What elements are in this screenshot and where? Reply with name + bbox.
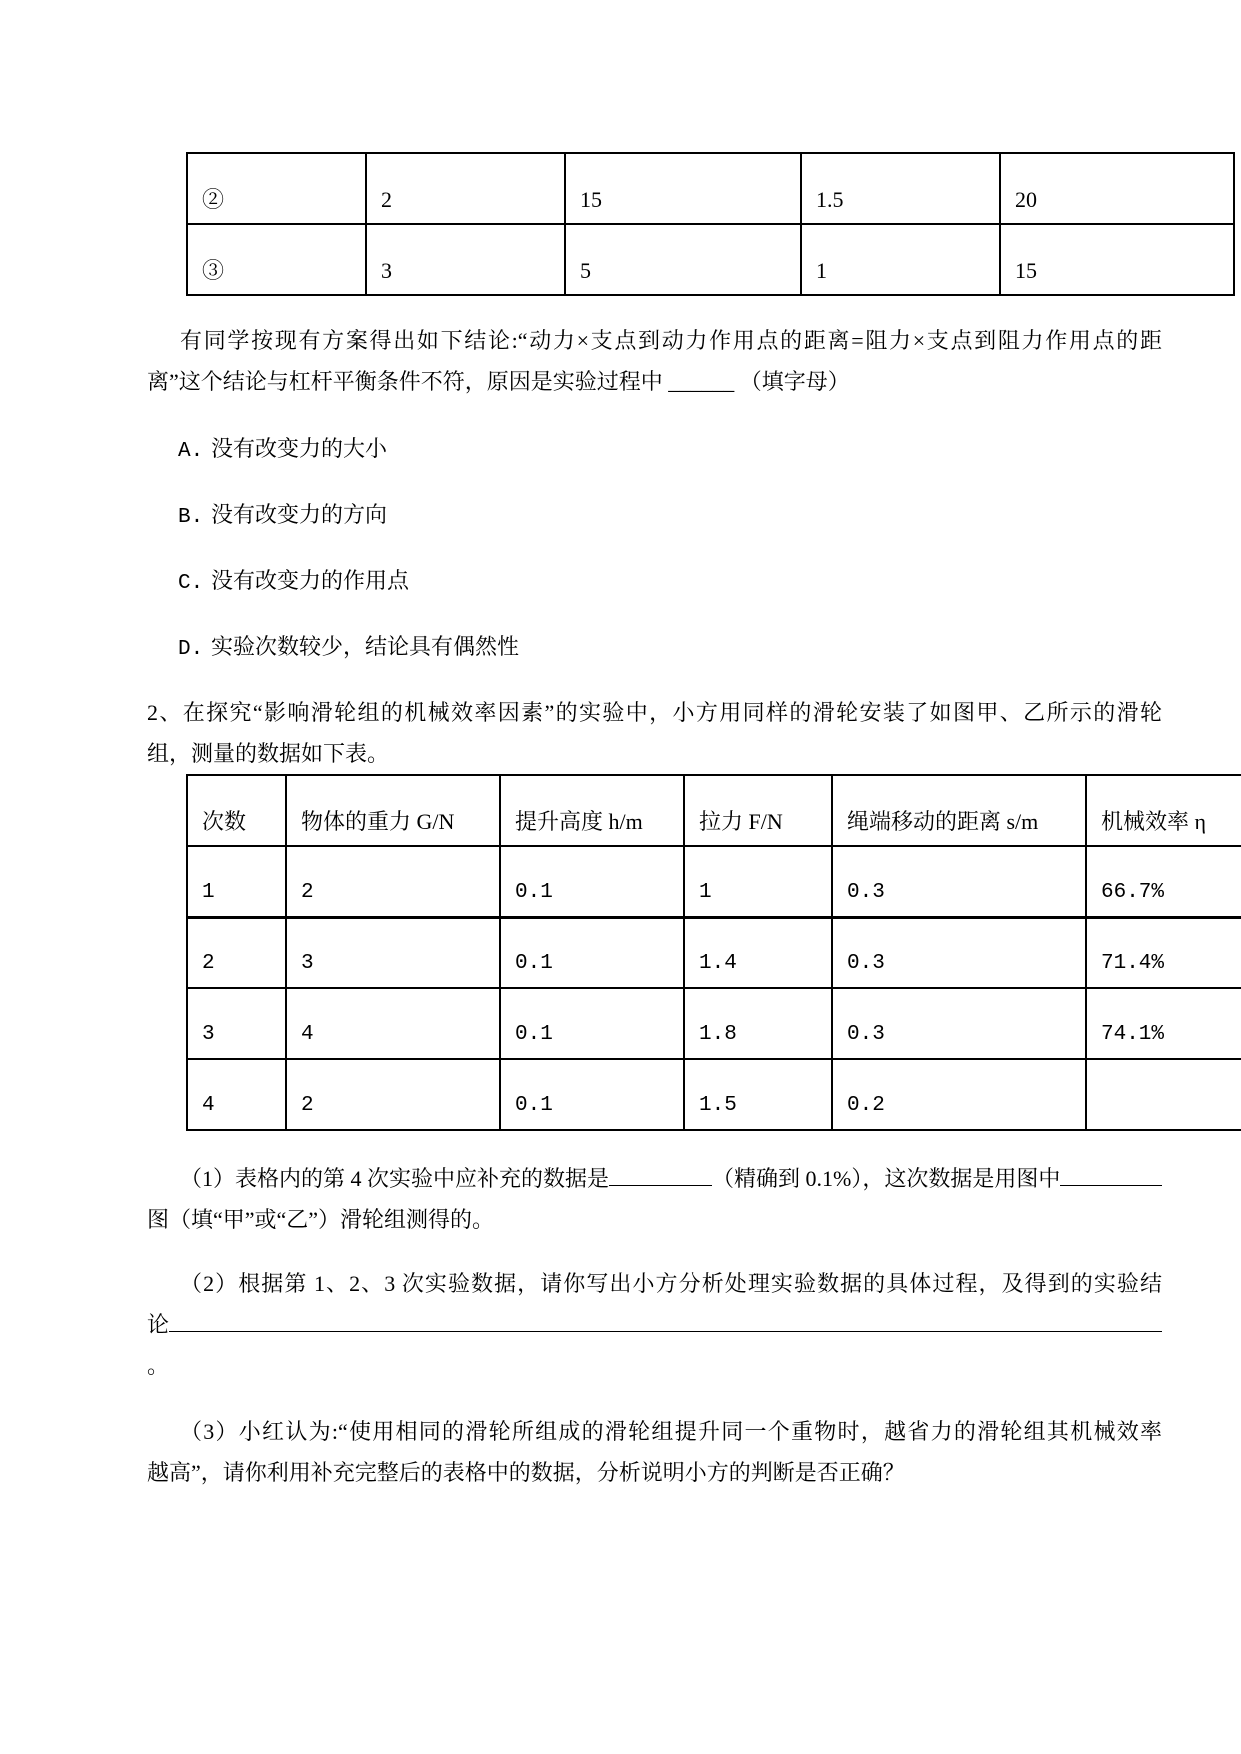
option-text: 没有改变力的大小 <box>211 436 388 461</box>
efficiency-cell: 74.1% <box>1086 988 1241 1059</box>
table-row <box>187 1059 1241 1130</box>
pull-force-cell: 1.5 <box>684 1059 832 1130</box>
pull-force-cell: 1.8 <box>684 988 832 1059</box>
table-cell: 2 <box>366 153 565 224</box>
rope-distance-cell: 0.3 <box>832 846 1086 917</box>
answer-blank <box>169 1311 1162 1332</box>
rope-distance-cell: 0.3 <box>832 917 1086 988</box>
part-1-text: （1）表格内的第 4 次实验中应补充的数据是 <box>180 1166 610 1191</box>
table-header-row <box>187 775 1241 846</box>
table-cell: 15 <box>565 153 801 224</box>
header-trial-number: 次数 <box>187 775 286 846</box>
part-2-text: 论 <box>147 1312 170 1337</box>
conclusion-paragraph <box>147 320 1162 402</box>
table-row <box>187 917 1241 988</box>
question-2-part-1 <box>147 1158 1162 1240</box>
efficiency-cell <box>1086 1059 1241 1130</box>
paragraph-line: 。 <box>147 1353 170 1378</box>
paragraph-line <box>147 1158 1162 1199</box>
paragraph-line: 有同学按现有方案得出如下结论:“动力×支点到动力作用点的距离=阻力×支点到阻力作用点的距 <box>180 328 1162 353</box>
table-cell: 5 <box>565 224 801 295</box>
option-b <box>178 494 387 538</box>
table-row <box>187 224 1234 295</box>
pull-force-cell: 1.4 <box>684 917 832 988</box>
table-row <box>187 988 1241 1059</box>
option-text: 没有改变力的作用点 <box>211 568 410 593</box>
header-lift-height: 提升高度 h/m <box>500 775 684 846</box>
pulley-data-table <box>186 774 1241 1131</box>
trial-number-cell: 2 <box>187 917 286 988</box>
trial-label-cell: ③ <box>187 224 366 295</box>
part-1-text: （精确到 0.1%），这次数据是用图中 <box>712 1166 1061 1191</box>
trial-number-cell: 1 <box>187 846 286 917</box>
paragraph-line: （2）根据第 1、2、3 次实验数据，请你写出小方分析处理实验数据的具体过程，及得到的实验结 <box>180 1271 1162 1296</box>
header-weight: 物体的重力 G/N <box>286 775 500 846</box>
option-label: C. <box>178 572 204 595</box>
header-pull-force: 拉力 F/N <box>684 775 832 846</box>
trial-number-cell: 3 <box>187 988 286 1059</box>
efficiency-cell: 71.4% <box>1086 917 1241 988</box>
lever-data-table <box>186 152 1235 296</box>
table-row <box>187 153 1234 224</box>
question-2-stem <box>147 692 1162 774</box>
table-row <box>187 846 1241 917</box>
option-text: 实验次数较少，结论具有偶然性 <box>211 634 520 659</box>
lift-height-cell: 0.1 <box>500 988 684 1059</box>
paragraph-line <box>147 1304 1162 1345</box>
weight-cell: 2 <box>286 1059 500 1130</box>
paragraph-line: 2、在探究“影响滑轮组的机械效率因素”的实验中，小方用同样的滑轮安装了如图甲、乙所示的滑轮 <box>147 700 1162 725</box>
table-cell: 3 <box>366 224 565 295</box>
rope-distance-cell: 0.3 <box>832 988 1086 1059</box>
question-2-part-2 <box>147 1263 1162 1386</box>
table-cell: 1.5 <box>801 153 1000 224</box>
table-cell: 1 <box>801 224 1000 295</box>
paragraph-line: 组，测量的数据如下表。 <box>147 741 390 766</box>
option-d <box>178 626 519 670</box>
option-c <box>178 560 409 604</box>
answer-blank <box>1060 1165 1162 1186</box>
option-label: D. <box>178 638 204 661</box>
header-rope-distance: 绳端移动的距离 s/m <box>832 775 1086 846</box>
answer-blank <box>609 1165 712 1186</box>
weight-cell: 3 <box>286 917 500 988</box>
pull-force-cell: 1 <box>684 846 832 917</box>
trial-label-cell: ② <box>187 153 366 224</box>
question-2-part-3 <box>147 1411 1162 1493</box>
table-cell: 20 <box>1000 153 1234 224</box>
paragraph-line: 离”这个结论与杠杆平衡条件不符，原因是实验过程中 ______ （填字母） <box>147 369 850 394</box>
option-label: B. <box>178 506 204 529</box>
weight-cell: 4 <box>286 988 500 1059</box>
option-label: A. <box>178 440 204 463</box>
paragraph-line: 越高”，请你利用补充完整后的表格中的数据，分析说明小方的判断是否正确？ <box>147 1460 905 1485</box>
paragraph-line: 图（填“甲”或“乙”）滑轮组测得的。 <box>147 1207 495 1232</box>
header-efficiency: 机械效率 η <box>1086 775 1241 846</box>
weight-cell: 2 <box>286 846 500 917</box>
rope-distance-cell: 0.2 <box>832 1059 1086 1130</box>
lift-height-cell: 0.1 <box>500 846 684 917</box>
lift-height-cell: 0.1 <box>500 917 684 988</box>
efficiency-cell: 66.7% <box>1086 846 1241 917</box>
trial-number-cell: 4 <box>187 1059 286 1130</box>
table-cell: 15 <box>1000 224 1234 295</box>
option-text: 没有改变力的方向 <box>211 502 388 527</box>
paragraph-line: （3）小红认为:“使用相同的滑轮所组成的滑轮组提升同一个重物时，越省力的滑轮组其机械效率 <box>180 1419 1162 1444</box>
option-a <box>178 428 387 472</box>
lift-height-cell: 0.1 <box>500 1059 684 1130</box>
